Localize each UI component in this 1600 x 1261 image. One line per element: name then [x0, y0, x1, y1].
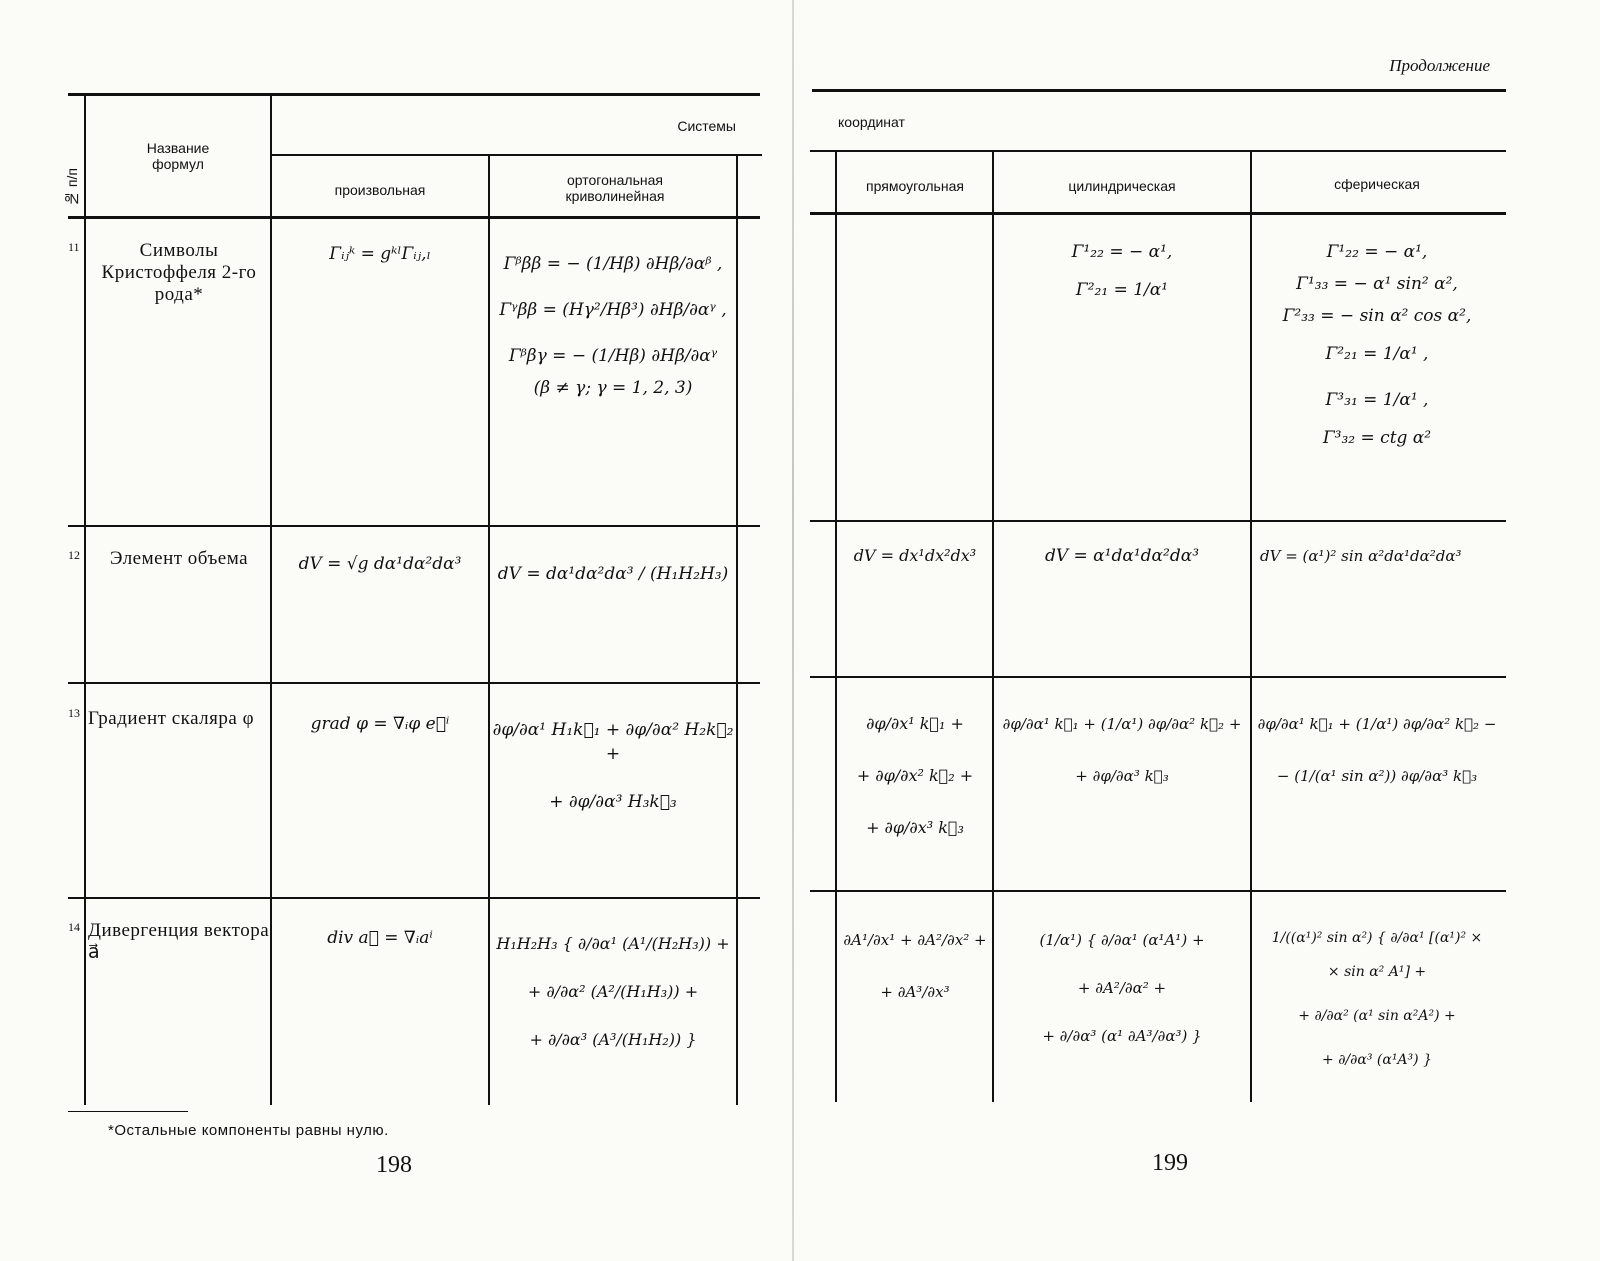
col-rule: [736, 156, 738, 1105]
formula-line: Γᵞββ = (Hγ²/Hβ³) ∂Hβ/∂αᵞ ,: [499, 300, 727, 320]
row-rule: [68, 525, 760, 527]
formula-line: (1/α¹) { ∂/∂α¹ (α¹A¹) +: [1039, 931, 1205, 949]
formula-line: ∂φ/∂α¹ H₁k⃗₁ + ∂φ/∂α² H₂k⃗₂ +: [492, 720, 734, 764]
coords-rule: [810, 150, 1506, 152]
arbitrary-formula: div a⃗ = ∇ᵢaⁱ: [327, 928, 433, 948]
row-name: Элемент объема: [109, 548, 249, 569]
row-name: Градиент скаляра φ: [88, 708, 255, 729]
formula-line: Γ³₃₂ = ctg α²: [1322, 428, 1432, 448]
formula-line: + ∂A³/∂x³: [880, 983, 950, 1001]
orthogonal-formula: [490, 252, 736, 400]
formula-line: ∂A¹/∂x¹ + ∂A²/∂x² +: [843, 931, 987, 949]
rect-formula: dV = dx¹dx²dx³: [853, 546, 977, 565]
col-sph-header: сферическая: [1334, 176, 1420, 192]
row-rule: [810, 676, 1506, 678]
systems-rule: [272, 154, 762, 156]
arbitrary-formula: dV = √g dα¹dα²dα³: [298, 554, 462, 574]
arbitrary-formula: Γᵢⱼᵏ = gᵏˡΓᵢⱼ,ₗ: [329, 244, 431, 264]
col-rule: [835, 152, 837, 1102]
rect-formula: [838, 928, 992, 1004]
formula-line: Γ¹₃₃ = − α¹ sin² α²,: [1296, 274, 1458, 294]
orthogonal-formula: [490, 718, 736, 814]
left-page: [0, 0, 790, 1261]
footnote-rule: [68, 1111, 188, 1112]
page-number: 198: [376, 1152, 412, 1178]
right-page: [800, 0, 1600, 1261]
formula-line: + ∂/∂α³ (A³/(H₁H₂)) }: [529, 1030, 697, 1049]
formula-line: 1/((α¹)² sin α²) { ∂/∂α¹ [(α¹)² ×: [1271, 930, 1483, 946]
coords-header: координат: [838, 114, 905, 130]
rect-formula: [838, 712, 992, 840]
cyl-formula: dV = α¹dα¹dα²dα³: [1044, 546, 1200, 566]
formula-line: Γ²₃₃ = − sin α² cos α²,: [1282, 306, 1472, 326]
book-spine: [792, 0, 794, 1261]
formula-line: + ∂/∂α³ (α¹A³) }: [1322, 1052, 1432, 1068]
row-number: 13: [68, 706, 80, 720]
formula-line: − (1/(α¹ sin α²)) ∂φ/∂α³ k⃗₃: [1276, 767, 1478, 785]
header-bottom-rule: [68, 216, 760, 219]
formula-line: + ∂φ/∂α³ H₃k⃗₃: [549, 792, 677, 812]
col-num-header: № п/п: [64, 168, 80, 208]
formula-line: Γ³₃₁ = 1/α¹ ,: [1325, 390, 1429, 410]
continuation-label: Продолжение: [1389, 56, 1490, 75]
col-arbitrary-header: произвольная: [334, 182, 426, 198]
formula-line: + ∂/∂α² (A²/(H₁H₃)) +: [527, 982, 699, 1001]
footnote: *Остальные компоненты равны нулю.: [108, 1122, 389, 1139]
row-number: 14: [68, 920, 80, 934]
col-name-header: Название формул: [146, 140, 210, 172]
header-bottom-rule: [810, 212, 1506, 215]
row-rule: [810, 890, 1506, 892]
formula-line: × sin α² A¹] +: [1327, 964, 1427, 980]
row-name: Символы Кристоффеля 2-го рода*: [101, 240, 257, 305]
sph-formula: [1252, 240, 1502, 450]
formula-line: + ∂/∂α³ (α¹ ∂A³/∂α³) }: [1042, 1027, 1202, 1045]
formula-line: dV = dα¹dα²dα³ / (H₁H₂H₃): [497, 564, 729, 584]
arbitrary-formula: grad φ = ∇ᵢφ e⃗ⁱ: [310, 714, 450, 734]
row-number: 12: [68, 548, 80, 562]
top-rule: [812, 89, 1506, 92]
formula-line: Γᵝββ = − (1/Hβ) ∂Hβ/∂αᵝ ,: [503, 254, 723, 274]
page-number: 199: [1152, 1150, 1188, 1176]
formula-line: H₁H₂H₃ { ∂/∂α¹ (A¹/(H₂H₃)) +: [496, 934, 730, 953]
systems-header: Системы: [677, 118, 736, 134]
row-name: Дивергенция вектора a⃗: [88, 920, 270, 963]
formula-line: Γ¹₂₂ = − α¹,: [1071, 242, 1173, 262]
sph-formula: [1252, 712, 1502, 788]
col-orthogonal-header: ортогональная криволинейная: [565, 172, 665, 204]
cyl-formula: [994, 240, 1250, 302]
row-number: 11: [68, 240, 80, 254]
sph-formula: dV = (α¹)² sin α²dα¹dα²dα³: [1260, 547, 1462, 565]
orthogonal-formula: [490, 562, 736, 586]
orthogonal-formula: [490, 932, 736, 1052]
row-rule: [68, 897, 760, 899]
sph-formula: [1252, 926, 1502, 1072]
row-rule: [68, 682, 760, 684]
col-rule: [84, 95, 86, 1105]
row-rule: [810, 520, 1506, 522]
formula-line: Γ¹₂₂ = − α¹,: [1326, 242, 1428, 262]
formula-line: Γ²₂₁ = 1/α¹ ,: [1325, 344, 1429, 364]
formula-line: Γ²₂₁ = 1/α¹: [1075, 280, 1169, 300]
formula-line: ∂φ/∂α¹ k⃗₁ + (1/α¹) ∂φ/∂α² k⃗₂ +: [1002, 715, 1242, 733]
col-cyl-header: цилиндрическая: [1068, 178, 1176, 194]
formula-line: + ∂A²/∂α² +: [1077, 979, 1167, 997]
top-rule: [68, 93, 760, 96]
formula-line: + ∂φ/∂x² k⃗₂ +: [856, 766, 974, 785]
formula-line: ∂φ/∂x¹ k⃗₁ +: [866, 714, 964, 733]
col-rect-header: прямоугольная: [866, 178, 964, 194]
formula-line: ∂φ/∂α¹ k⃗₁ + (1/α¹) ∂φ/∂α² k⃗₂ −: [1257, 715, 1497, 733]
formula-line: Γᵝβγ = − (1/Hβ) ∂Hβ/∂αᵞ: [508, 346, 718, 366]
formula-line: + ∂φ/∂α³ k⃗₃: [1075, 767, 1169, 785]
formula-line: + ∂φ/∂x³ k⃗₃: [866, 818, 964, 837]
cyl-formula: [994, 712, 1250, 788]
formula-line: (β ≠ γ; γ = 1, 2, 3): [533, 378, 693, 398]
cyl-formula: [994, 928, 1250, 1048]
formula-line: + ∂/∂α² (α¹ sin α²A²) +: [1298, 1008, 1456, 1024]
